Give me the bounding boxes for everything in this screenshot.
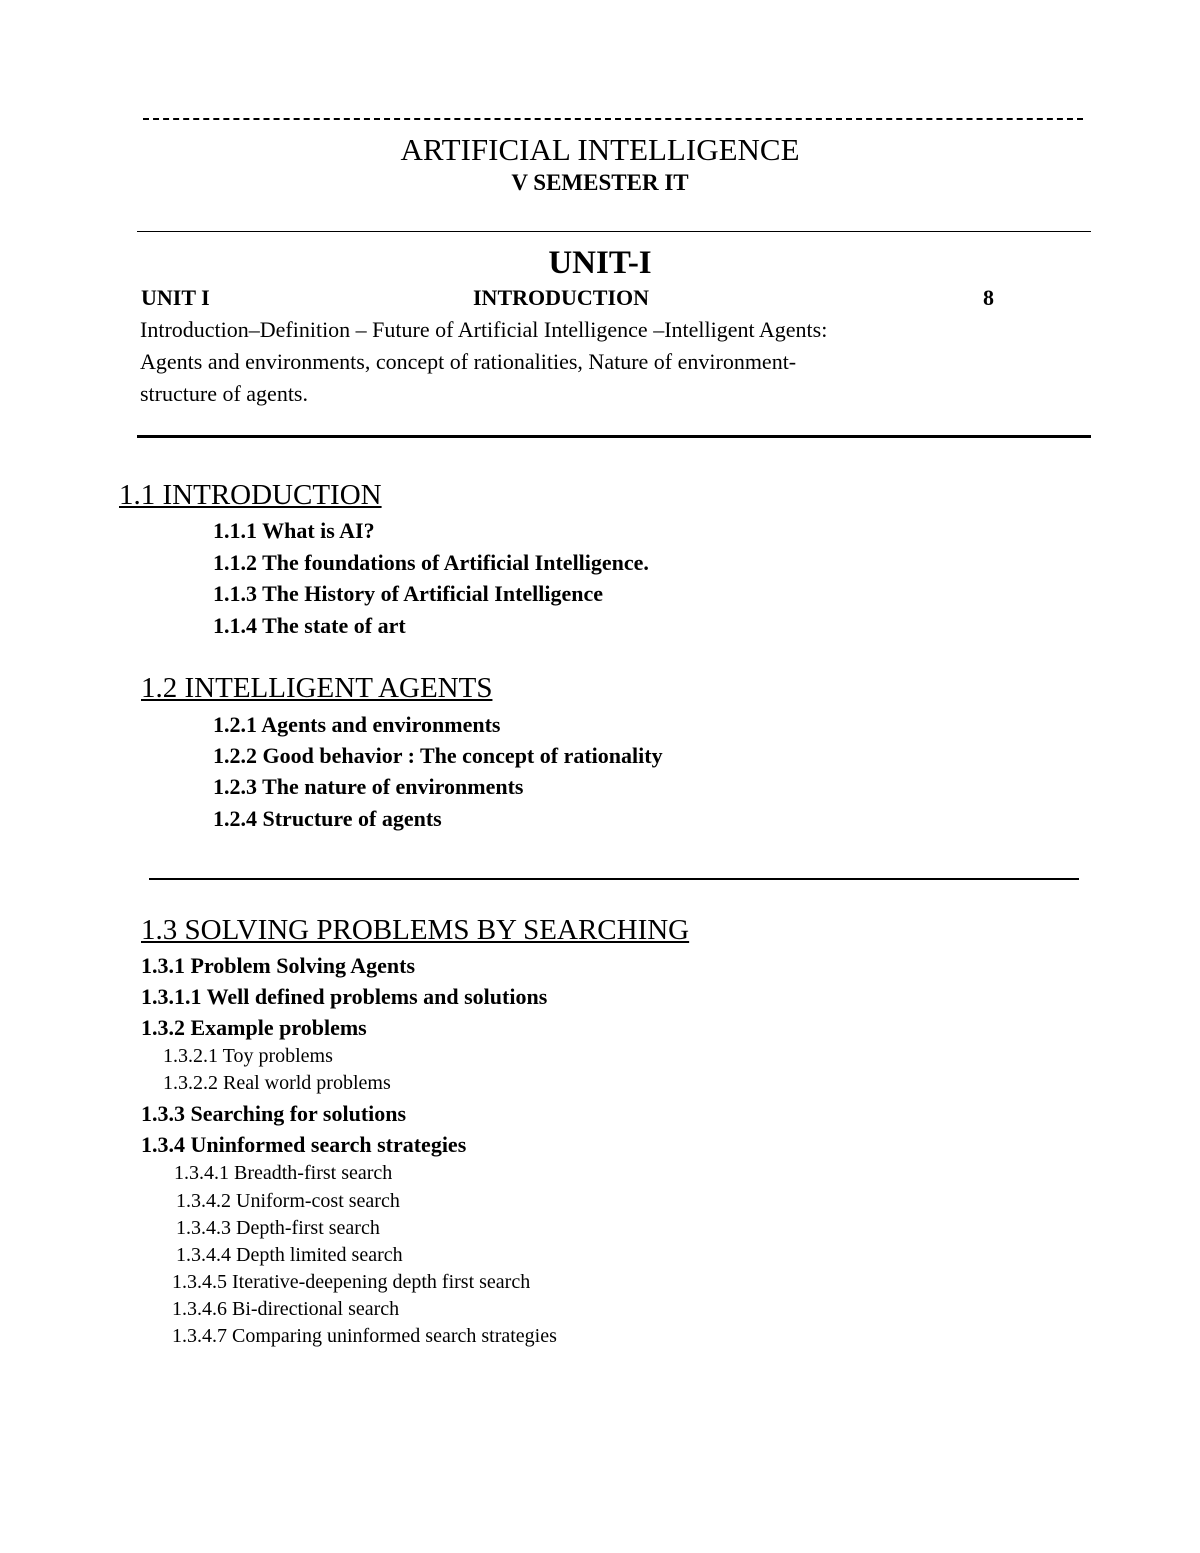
- document-title: ARTIFICIAL INTELLIGENCE: [400, 132, 800, 167]
- toc-item: 1.3.4.2 Uniform-cost search: [176, 1190, 400, 1212]
- toc-item: 1.2.1 Agents and environments: [213, 712, 501, 737]
- toc-item: 1.3.1.1 Well defined problems and solutions: [141, 984, 548, 1009]
- section-heading-1-2: 1.2 INTELLIGENT AGENTS: [141, 672, 493, 704]
- top-dashed-rule: [143, 118, 1083, 120]
- toc-item: 1.1.4 The state of art: [213, 613, 406, 638]
- unit-title: UNIT-I: [548, 245, 652, 281]
- toc-item: 1.3.4.5 Iterative-deepening depth first search: [172, 1271, 531, 1293]
- section-heading-1-1: 1.1 INTRODUCTION: [119, 479, 382, 511]
- toc-item: 1.3.4.7 Comparing uninformed search strategies: [172, 1325, 557, 1347]
- syllabus-unit-label: UNIT I: [141, 285, 210, 310]
- toc-item: 1.3.4 Uninformed search strategies: [141, 1132, 467, 1157]
- toc-item: 1.3.2 Example problems: [141, 1015, 367, 1040]
- header-rule: [137, 231, 1091, 232]
- toc-item: 1.3.2.1 Toy problems: [163, 1045, 333, 1067]
- section-heading-1-3: 1.3 SOLVING PROBLEMS BY SEARCHING: [141, 914, 690, 946]
- toc-item: 1.1.1 What is AI?: [213, 518, 375, 543]
- toc-item: 1.1.2 The foundations of Artificial Intelligence.: [213, 550, 649, 575]
- syllabus-line: structure of agents.: [140, 381, 308, 406]
- toc-item: 1.3.1 Problem Solving Agents: [141, 953, 416, 978]
- toc-item: 1.3.4.1 Breadth-first search: [174, 1162, 393, 1184]
- syllabus-hours: 8: [983, 285, 994, 310]
- syllabus-rule: [137, 435, 1091, 438]
- toc-item: 1.3.4.4 Depth limited search: [176, 1244, 403, 1266]
- document-subtitle: V SEMESTER IT: [511, 170, 689, 195]
- syllabus-line: Agents and environments, concept of rationalities, Nature of environment-: [140, 349, 797, 374]
- section-divider-rule: [149, 878, 1079, 880]
- toc-item: 1.3.4.6 Bi-directional search: [172, 1298, 400, 1320]
- toc-item: 1.3.4.3 Depth-first search: [176, 1217, 380, 1239]
- toc-item: 1.1.3 The History of Artificial Intelligence: [213, 581, 604, 606]
- syllabus-unit-name: INTRODUCTION: [473, 285, 650, 310]
- toc-item: 1.2.3 The nature of environments: [213, 774, 524, 799]
- toc-item: 1.3.2.2 Real world problems: [163, 1072, 391, 1094]
- toc-item: 1.2.2 Good behavior : The concept of rationality: [213, 743, 663, 768]
- toc-item: 1.3.3 Searching for solutions: [141, 1101, 407, 1126]
- syllabus-line: Introduction–Definition – Future of Artificial Intelligence –Intelligent Agents:: [140, 317, 828, 342]
- toc-item: 1.2.4 Structure of agents: [213, 806, 442, 831]
